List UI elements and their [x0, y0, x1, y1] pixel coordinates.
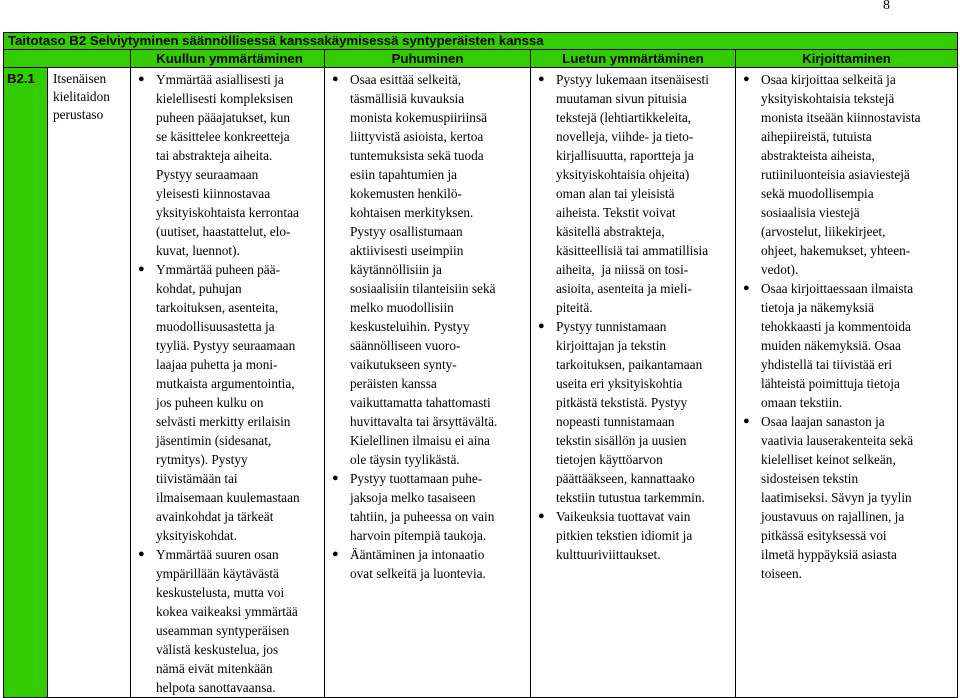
- bullet-item-line: [531, 108, 735, 127]
- bullet-text: Osaa laajan sanaston ja: [761, 414, 885, 429]
- bullet-text: omaan tekstiin.: [761, 395, 843, 410]
- bullet-item-line: [736, 203, 957, 222]
- bullet-text: keskustelusta, mutta voi: [156, 585, 285, 600]
- bullet-text: vaikuttamatta tahattomasti: [350, 395, 491, 410]
- reading-cell: [531, 68, 736, 698]
- header-row: [4, 50, 958, 68]
- bullet-item-start: [736, 70, 957, 89]
- bullet-text: kirjoittajan ja tekstin: [556, 338, 667, 353]
- level-code: B2.1: [4, 68, 48, 698]
- bullet-item-line: [736, 146, 957, 165]
- page-number: 8: [883, 0, 890, 13]
- bullet-item-line: [531, 355, 735, 374]
- bullet-item-line: [131, 526, 324, 545]
- bullet-item-line: [131, 355, 324, 374]
- bullet-item-line: [131, 374, 324, 393]
- bullet-text: lähteistä poimittuja tietoja: [761, 376, 900, 391]
- bullet-item-line: [325, 165, 530, 184]
- bullet-item-line: [131, 450, 324, 469]
- bullet-text: laatimiseksi. Sävyn ja tyylin: [761, 490, 912, 505]
- bullet-item-line: [325, 222, 530, 241]
- bullet-text: harvoin pitempiä taukoja.: [350, 528, 487, 543]
- bullet-item-line: [736, 127, 957, 146]
- bullet-item-line: [531, 488, 735, 507]
- bullet-text: ole täysin tyylikästä.: [350, 452, 460, 467]
- bullet-text: kielelliset keinot selkeän,: [761, 452, 896, 467]
- bullet-item-start: [531, 70, 735, 89]
- bullet-item-start: [325, 70, 530, 89]
- bullet-item-line: [736, 260, 957, 279]
- bullet-text: sosiaalisiin tilanteisiin sekä: [350, 281, 496, 296]
- bullet-text: jäsentimin (sidesanat,: [156, 433, 272, 448]
- level-description-line: perustaso: [53, 107, 104, 122]
- bullet-item-line: [131, 279, 324, 298]
- bullet-item-line: [325, 298, 530, 317]
- bullet-item-line: [736, 241, 957, 260]
- bullet-text: Kielellinen ilmaisu ei aina: [350, 433, 490, 448]
- bullet-item-line: [736, 317, 957, 336]
- bullet-item-line: [736, 336, 957, 355]
- bullet-text: kirjallisuutta, raportteja ja: [556, 148, 694, 163]
- bullet-item-line: [131, 640, 324, 659]
- bullet-item-line: [131, 222, 324, 241]
- bullet-text: Pystyy osallistumaan: [350, 224, 463, 239]
- bullet-item-line: [531, 298, 735, 317]
- bullet-item-line: [531, 393, 735, 412]
- bullet-item-line: [131, 431, 324, 450]
- bullet-text: täsmällisiä kuvauksia: [350, 91, 465, 106]
- bullet-item-line: [531, 241, 735, 260]
- bullet-text: Ymmärtää asiallisesti ja: [156, 72, 284, 87]
- bullet-item-line: [131, 241, 324, 260]
- bullet-item-line: [131, 412, 324, 431]
- bullet-item-line: [131, 165, 324, 184]
- bullet-text: tai abstrakteja aiheita.: [156, 148, 273, 163]
- bullet-text: laajaa puhetta ja moni-: [156, 357, 278, 372]
- bullet-item-line: [325, 431, 530, 450]
- bullet-item-line: [531, 127, 735, 146]
- listening-cell: [131, 68, 325, 698]
- bullet-text: piteitä.: [556, 300, 593, 315]
- bullet-item-line: [325, 412, 530, 431]
- bullet-text: muutaman sivun pituisia: [556, 91, 687, 106]
- bullet-text: toiseen.: [761, 566, 802, 581]
- bullet-text: tarkoituksen, paikantamaan: [556, 357, 703, 372]
- bullet-text: nopeasti tunnistamaan: [556, 414, 675, 429]
- bullet-text: nämä eivät mitenkään: [156, 661, 273, 676]
- bullet-text: Ymmärtää puheen pää-: [156, 262, 281, 277]
- bullet-text: puheen pääajatukset, kun: [156, 110, 291, 125]
- bullet-item-line: [131, 678, 324, 697]
- bullet-text: Pystyy seuraamaan: [156, 167, 259, 182]
- bullet-text: tekstiin tutustua tarkemmin.: [556, 490, 705, 505]
- bullet-text: oman alan tai yleisistä: [556, 186, 675, 201]
- bullet-item-line: [531, 260, 735, 279]
- bullet-item-line: [736, 545, 957, 564]
- bullet-item-line: [325, 507, 530, 526]
- bullet-text: sidosteisen tekstin: [761, 471, 859, 486]
- bullet-text: kohdat, puhujan: [156, 281, 242, 296]
- bullet-text: aktiivisesti useimpiin: [350, 243, 464, 258]
- bullet-item-line: [531, 222, 735, 241]
- bullet-item-line: [531, 146, 735, 165]
- bullet-text: Vaikeuksia tuottavat vain: [556, 509, 691, 524]
- bullet-item-line: [531, 545, 735, 564]
- bullet-icon: ●: [138, 73, 145, 85]
- bullet-text: rytmitys). Pystyy: [156, 452, 248, 467]
- bullet-text: rutiiniluonteisia asiaviestejä: [761, 167, 910, 182]
- bullet-text: aiheista. Tekstit voivat: [556, 205, 676, 220]
- bullet-text: joustavuus on rajallinen, ja: [761, 509, 905, 524]
- bullet-item-line: [131, 621, 324, 640]
- bullet-item-start: [736, 412, 957, 431]
- bullet-text: sosiaalisia viestejä: [761, 205, 860, 220]
- table-title-row: [4, 33, 958, 50]
- listening-list: [131, 68, 324, 697]
- bullet-icon: ●: [138, 548, 145, 560]
- bullet-text: muodollisuusastetta ja: [156, 319, 275, 334]
- bullet-item-line: [325, 374, 530, 393]
- bullet-item-start: [736, 279, 957, 298]
- bullet-text: avainkohdat ja tärkeät: [156, 509, 274, 524]
- bullet-text: monista itseään kiinnostavista: [761, 110, 921, 125]
- bullet-item-line: [325, 241, 530, 260]
- bullet-text: kulttuuriviittaukset.: [556, 547, 661, 562]
- speaking-cell: [325, 68, 531, 698]
- bullet-icon: ●: [332, 472, 339, 484]
- bullet-item-line: [531, 412, 735, 431]
- bullet-item-line: [736, 564, 957, 583]
- bullet-item-line: [325, 488, 530, 507]
- bullet-item-line: [531, 336, 735, 355]
- bullet-text: yksityiskohdat.: [156, 528, 237, 543]
- proficiency-level-table: [3, 32, 958, 698]
- bullet-item-line: [325, 336, 530, 355]
- bullet-item-start: [531, 317, 735, 336]
- bullet-icon: ●: [138, 263, 145, 275]
- bullet-text: välistä keskustelua, jos: [156, 642, 279, 657]
- bullet-item-line: [325, 184, 530, 203]
- bullet-item-line: [325, 317, 530, 336]
- bullet-item-line: [325, 393, 530, 412]
- header-listening: Kuullun ymmärtäminen: [131, 50, 325, 68]
- bullet-text: käsitellä abstrakteja,: [556, 224, 665, 239]
- bullet-item-line: [531, 526, 735, 545]
- bullet-text: novelleja, viihde- ja tieto-: [556, 129, 694, 144]
- bullet-text: Osaa esittää selkeitä,: [350, 72, 462, 87]
- bullet-text: tuntemuksista sekä tuoda: [350, 148, 484, 163]
- header-empty: [4, 50, 131, 68]
- bullet-item-line: [131, 298, 324, 317]
- bullet-icon: ●: [743, 415, 750, 427]
- bullet-item-line: [325, 127, 530, 146]
- bullet-text: yhdistellä tai tiivistää eri: [761, 357, 893, 372]
- bullet-item-line: [736, 89, 957, 108]
- bullet-item-start: [131, 545, 324, 564]
- bullet-text: kohtaisen merkityksen.: [350, 205, 474, 220]
- bullet-text: Ääntäminen ja intonaatio: [350, 547, 485, 562]
- bullet-text: jaksoja melko tasaiseen: [350, 490, 476, 505]
- bullet-text: Pystyy tuottamaan puhe-: [350, 471, 483, 486]
- bullet-item-line: [131, 203, 324, 222]
- bullet-text: vedot).: [761, 262, 799, 277]
- bullet-text: kielellisesti kompleksisen: [156, 91, 294, 106]
- bullet-text: tahtiin, ja puheessa on vain: [350, 509, 495, 524]
- bullet-item-line: [131, 393, 324, 412]
- bullet-text: helpota sanottavaansa.: [156, 680, 276, 695]
- bullet-text: mutkaista argumentointia,: [156, 376, 295, 391]
- bullet-text: Pystyy tunnistamaan: [556, 319, 667, 334]
- bullet-text: vaikutukseen synty-: [350, 357, 457, 372]
- bullet-item-start: [131, 260, 324, 279]
- bullet-text: säännölliseen vuoro-: [350, 338, 461, 353]
- bullet-item-line: [325, 355, 530, 374]
- bullet-text: keskusteluihin. Pystyy: [350, 319, 470, 334]
- bullet-item-line: [531, 203, 735, 222]
- bullet-text: Osaa kirjoittaa selkeitä ja: [761, 72, 896, 87]
- bullet-item-line: [325, 279, 530, 298]
- bullet-text: käytännöllisiin ja: [350, 262, 442, 277]
- header-reading: Luetun ymmärtäminen: [531, 50, 736, 68]
- bullet-text: peräisten kanssa: [350, 376, 437, 391]
- bullet-item-line: [736, 469, 957, 488]
- bullet-icon: ●: [538, 73, 545, 85]
- bullet-text: kuvat, luennot).: [156, 243, 240, 258]
- bullet-item-line: [736, 108, 957, 127]
- bullet-item-line: [325, 203, 530, 222]
- bullet-item-line: [531, 431, 735, 450]
- bullet-item-line: [531, 279, 735, 298]
- bullet-text: tietojen käyttöarvon: [556, 452, 663, 467]
- bullet-text: ilmaisemaan kuulemastaan: [156, 490, 300, 505]
- bullet-item-line: [325, 564, 530, 583]
- bullet-item-line: [131, 108, 324, 127]
- bullet-text: muiden näkemyksiä. Osaa: [761, 338, 901, 353]
- bullet-text: tehokkaasti ja kommentoida: [761, 319, 911, 334]
- bullet-icon: ●: [743, 73, 750, 85]
- bullet-item-line: [325, 89, 530, 108]
- bullet-item-line: [531, 184, 735, 203]
- bullet-text: abstrakteista aiheista,: [761, 148, 875, 163]
- table-title: Taitotaso B2 Selviytyminen säännöllisessä kanssakäymisessä syntyperäisten kanssa: [4, 33, 958, 50]
- bullet-text: Ymmärtää suuren osan: [156, 547, 279, 562]
- speaking-list: [325, 68, 530, 583]
- bullet-item-line: [736, 488, 957, 507]
- header-writing: Kirjoittaminen: [736, 50, 958, 68]
- bullet-text: aiheita, ja niissä on tosi-: [556, 262, 689, 277]
- bullet-text: Pystyy lukemaan itsenäisesti: [556, 72, 709, 87]
- bullet-text: pitkien tekstien idiomit ja: [556, 528, 693, 543]
- bullet-text: liittyvistä asioista, kertoa: [350, 129, 484, 144]
- bullet-item-line: [131, 336, 324, 355]
- bullet-item-line: [736, 450, 957, 469]
- bullet-text: asioita, asenteita ja mieli-: [556, 281, 692, 296]
- bullet-item-line: [325, 450, 530, 469]
- bullet-text: yksityiskohtaisia ohjeita): [556, 167, 690, 182]
- bullet-item-line: [131, 127, 324, 146]
- header-speaking: Puhuminen: [325, 50, 531, 68]
- bullet-item-line: [736, 393, 957, 412]
- bullet-text: (arvostelut, liikekirjeet,: [761, 224, 886, 239]
- bullet-item-start: [325, 545, 530, 564]
- bullet-text: tyyliä. Pystyy seuraamaan: [156, 338, 296, 353]
- bullet-text: useamman syntyperäisen: [156, 623, 290, 638]
- bullet-text: vaativia lauserakenteita sekä: [761, 433, 914, 448]
- bullet-item-start: [531, 507, 735, 526]
- bullet-item-line: [736, 526, 957, 545]
- bullet-item-line: [736, 355, 957, 374]
- bullet-item-line: [736, 298, 957, 317]
- bullet-text: yleisesti kiinnostavaa: [156, 186, 271, 201]
- bullet-item-start: [131, 70, 324, 89]
- bullet-text: tekstin sisällön ja uusien: [556, 433, 687, 448]
- bullet-item-line: [131, 488, 324, 507]
- bullet-item-line: [325, 146, 530, 165]
- bullet-text: monista kokemuspiiriinsä: [350, 110, 488, 125]
- bullet-text: tekstejä (lehtiartikkeleita,: [556, 110, 692, 125]
- bullet-item-line: [131, 184, 324, 203]
- bullet-item-line: [325, 526, 530, 545]
- bullet-text: tarkoituksen, asenteita,: [156, 300, 279, 315]
- bullet-icon: ●: [538, 510, 545, 522]
- bullet-text: melko muodollisiin: [350, 300, 454, 315]
- bullet-item-line: [736, 184, 957, 203]
- bullet-item-line: [531, 469, 735, 488]
- bullet-item-line: [131, 317, 324, 336]
- level-description: [48, 68, 131, 698]
- level-description-line: kielitaidon: [53, 89, 110, 104]
- bullet-item-line: [131, 146, 324, 165]
- bullet-text: yksityiskohtaisia tekstejä: [761, 91, 895, 106]
- bullet-item-line: [131, 469, 324, 488]
- bullet-item-start: [325, 469, 530, 488]
- bullet-item-line: [131, 564, 324, 583]
- bullet-text: kokea vaikeaksi ymmärtää: [156, 604, 298, 619]
- writing-cell: [736, 68, 958, 698]
- bullet-icon: ●: [332, 73, 339, 85]
- bullet-item-line: [736, 374, 957, 393]
- bullet-text: ohjeet, hakemukset, yhteen-: [761, 243, 911, 258]
- bullet-text: pitkästä tekstistä. Pystyy: [556, 395, 688, 410]
- bullet-text: tiivistämään tai: [156, 471, 238, 486]
- bullet-item-line: [531, 165, 735, 184]
- level-row: [4, 68, 958, 698]
- bullet-text: se käsittelee konkreetteja: [156, 129, 290, 144]
- bullet-item-line: [131, 659, 324, 678]
- bullet-item-line: [531, 450, 735, 469]
- bullet-text: käsitteellisiä tai ammatillisia: [556, 243, 709, 258]
- bullet-text: ovat selkeitä ja luontevia.: [350, 566, 486, 581]
- bullet-icon: ●: [538, 320, 545, 332]
- bullet-text: pitkässä esityksessä voi: [761, 528, 887, 543]
- bullet-text: päättääkseen, kannattaako: [556, 471, 695, 486]
- bullet-item-line: [736, 165, 957, 184]
- level-description-line: Itsenäisen: [53, 71, 107, 86]
- bullet-text: selvästi merkitty erilaisin: [156, 414, 291, 429]
- bullet-text: Osaa kirjoittaessaan ilmaista: [761, 281, 914, 296]
- bullet-item-line: [531, 89, 735, 108]
- bullet-text: huvittavalta tai ärsyttävältä.: [350, 414, 498, 429]
- bullet-item-line: [131, 507, 324, 526]
- bullet-item-line: [736, 431, 957, 450]
- bullet-text: (uutiset, haastattelut, elo-: [156, 224, 291, 239]
- bullet-text: esiin tapahtumien ja: [350, 167, 458, 182]
- bullet-item-line: [736, 222, 957, 241]
- bullet-text: aihepiireistä, tutuista: [761, 129, 872, 144]
- bullet-text: useita eri yksityiskohtia: [556, 376, 683, 391]
- bullet-text: sekä muodollisempia: [761, 186, 874, 201]
- reading-list: [531, 68, 735, 564]
- bullet-text: yksityiskohtaista kerrontaa: [156, 205, 299, 220]
- bullet-icon: ●: [332, 548, 339, 560]
- bullet-item-line: [325, 108, 530, 127]
- bullet-item-line: [131, 583, 324, 602]
- bullet-text: jos puheen kulku on: [156, 395, 264, 410]
- bullet-item-line: [325, 260, 530, 279]
- bullet-item-line: [531, 374, 735, 393]
- bullet-text: ympärillään käytävästä: [156, 566, 279, 581]
- bullet-item-line: [736, 507, 957, 526]
- writing-list: [736, 68, 957, 583]
- bullet-text: ilmetä hyppäyksiä asiasta: [761, 547, 897, 562]
- bullet-item-line: [131, 89, 324, 108]
- bullet-text: kokemusten henkilö-: [350, 186, 462, 201]
- bullet-icon: ●: [743, 282, 750, 294]
- bullet-text: tietoja ja näkemyksiä: [761, 300, 874, 315]
- bullet-item-line: [131, 602, 324, 621]
